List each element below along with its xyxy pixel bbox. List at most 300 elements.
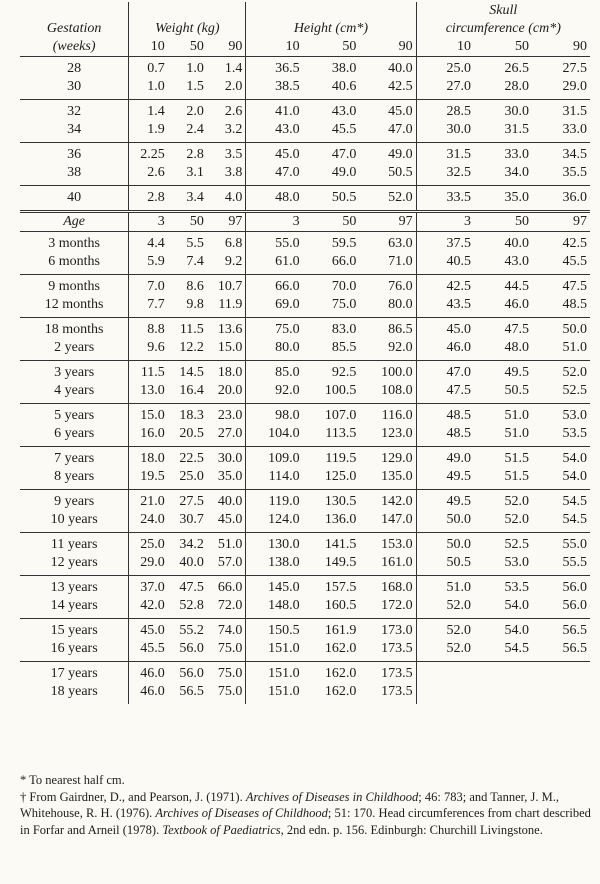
table-row bbox=[20, 640, 590, 662]
weight-cell: 56.0 bbox=[179, 641, 204, 656]
height-cell: 145.0 bbox=[246, 576, 303, 598]
skull-cell: 56.0 bbox=[532, 576, 590, 598]
skull-cell: 54.5 bbox=[532, 490, 590, 512]
height-cell: 153.0 bbox=[359, 533, 416, 555]
table-row bbox=[20, 683, 590, 704]
weight-cell: 15.0 bbox=[217, 340, 243, 355]
height-cell: 92.5 bbox=[303, 361, 360, 383]
skull-cell: 50.5 bbox=[504, 383, 529, 398]
skull-cell: 31.5 bbox=[416, 143, 474, 165]
weight-cell: 20.5 bbox=[179, 426, 204, 441]
table-row bbox=[20, 318, 590, 340]
row-group bbox=[20, 533, 590, 576]
row-group bbox=[20, 57, 590, 100]
journal-title: Archives of Diseases in Childhood bbox=[245, 789, 419, 804]
skull-cell: 49.5 bbox=[416, 490, 474, 512]
height-cell: 157.5 bbox=[303, 576, 360, 598]
row-group bbox=[20, 318, 590, 361]
skull-cell: 42.5 bbox=[532, 232, 590, 254]
skull-cell: 51.0 bbox=[504, 426, 529, 441]
table-row bbox=[20, 662, 590, 684]
skull-cell: 36.0 bbox=[532, 186, 590, 212]
weight-cell: 0.7 bbox=[129, 57, 168, 79]
row-label: 12 months bbox=[44, 297, 104, 312]
weight-cell: 9.2 bbox=[224, 254, 243, 269]
height-cell: 161.0 bbox=[381, 555, 413, 570]
row-label: 17 years bbox=[20, 662, 129, 684]
skull-cell: 54.0 bbox=[474, 619, 532, 641]
skull-cell: 30.0 bbox=[416, 121, 474, 143]
weight-cell: 11.9 bbox=[218, 297, 243, 312]
weight-cell: 5.9 bbox=[129, 253, 168, 275]
gestation-header bbox=[20, 2, 129, 57]
weight-cell: 18.0 bbox=[207, 361, 246, 383]
height-cell: 50.5 bbox=[303, 186, 360, 212]
weight-cell: 4.4 bbox=[129, 232, 168, 254]
height-cell: 161.9 bbox=[303, 619, 360, 641]
weight-cell: 2.6 bbox=[129, 164, 168, 186]
skull-cell: 31.5 bbox=[532, 100, 590, 122]
weight-cell: 45.5 bbox=[129, 640, 168, 662]
weight-cell: 35.0 bbox=[217, 469, 243, 484]
skull-cell: 28.0 bbox=[504, 79, 529, 94]
weight-cell: 1.0 bbox=[129, 78, 168, 100]
skull-cell: 51.5 bbox=[504, 469, 529, 484]
weight-cell: 1.0 bbox=[168, 57, 207, 79]
weight-cell: 15.0 bbox=[129, 404, 168, 426]
height-cell: 49.0 bbox=[359, 143, 416, 165]
height-cell: 83.0 bbox=[303, 318, 360, 340]
height-cell: 48.0 bbox=[246, 186, 303, 212]
skull-header bbox=[416, 2, 590, 38]
weight-cell: 75.0 bbox=[217, 641, 243, 656]
skull-cell: 54.5 bbox=[562, 512, 587, 527]
skull-cell: 46.0 bbox=[416, 339, 474, 361]
skull-cell: 50.5 bbox=[416, 554, 474, 576]
height-cell: 100.0 bbox=[359, 361, 416, 383]
table-row bbox=[20, 57, 590, 79]
weight-cell: 2.8 bbox=[129, 186, 168, 212]
height-cell: 45.5 bbox=[331, 122, 357, 137]
height-cell: 55.0 bbox=[246, 232, 303, 254]
weight-cell: 8.6 bbox=[168, 275, 207, 297]
percentile-header: 90 bbox=[228, 39, 243, 54]
height-cell: 141.5 bbox=[303, 533, 360, 555]
skull-cell: 30.0 bbox=[474, 100, 532, 122]
height-cell: 66.0 bbox=[331, 254, 357, 269]
skull-cell: 37.5 bbox=[416, 232, 474, 254]
skull-cell: 49.0 bbox=[416, 447, 474, 469]
height-cell: 150.5 bbox=[246, 619, 303, 641]
weight-cell: 27.5 bbox=[168, 490, 207, 512]
row-label: 40 bbox=[20, 186, 129, 212]
row-label: 6 months bbox=[48, 254, 100, 269]
height-cell: 42.5 bbox=[388, 79, 413, 94]
row-label: 16 years bbox=[50, 641, 98, 656]
percentile-header: 50 bbox=[342, 39, 357, 54]
table-row bbox=[20, 275, 590, 297]
row-label: 15 years bbox=[20, 619, 129, 641]
row-label: 4 years bbox=[54, 383, 95, 398]
height-cell: 61.0 bbox=[246, 253, 303, 275]
weight-cell: 3.1 bbox=[186, 165, 204, 180]
row-label: 18 years bbox=[50, 684, 98, 699]
skull-cell: 45.5 bbox=[562, 254, 587, 269]
height-cell: 49.0 bbox=[331, 165, 357, 180]
row-label: 38 bbox=[67, 165, 82, 180]
weight-cell: 3.4 bbox=[168, 186, 207, 212]
height-cell: 38.0 bbox=[303, 57, 360, 79]
row-group bbox=[20, 404, 590, 447]
weight-cell: 7.4 bbox=[186, 254, 204, 269]
weight-cell: 2.0 bbox=[168, 100, 207, 122]
row-group bbox=[20, 361, 590, 404]
height-cell: 47.0 bbox=[388, 122, 413, 137]
skull-cell: 27.0 bbox=[416, 78, 474, 100]
table-row bbox=[20, 296, 590, 318]
weight-cell: 56.0 bbox=[168, 662, 207, 684]
percentile-header: 97 bbox=[207, 212, 246, 232]
height-cell: 107.0 bbox=[303, 404, 360, 426]
skull-cell: 51.0 bbox=[562, 340, 587, 355]
weight-cell: 51.0 bbox=[207, 533, 246, 555]
weight-cell: 11.5 bbox=[129, 361, 168, 383]
skull-cell: 27.5 bbox=[532, 57, 590, 79]
row-label: 10 years bbox=[50, 512, 98, 527]
height-cell: 75.0 bbox=[246, 318, 303, 340]
weight-cell: 18.0 bbox=[129, 447, 168, 469]
height-cell: 119.5 bbox=[303, 447, 360, 469]
row-label: 18 months bbox=[20, 318, 129, 340]
height-cell: 59.5 bbox=[303, 232, 360, 254]
height-cell: 40.0 bbox=[359, 57, 416, 79]
height-cell: 52.0 bbox=[359, 186, 416, 212]
row-group bbox=[20, 232, 590, 275]
percentile-header: 90 bbox=[398, 39, 413, 54]
skull-cell: 45.0 bbox=[416, 318, 474, 340]
weight-cell: 3.2 bbox=[224, 122, 243, 137]
gestation-unit: (weeks) bbox=[52, 39, 96, 54]
table-row bbox=[20, 404, 590, 426]
source-text: ; 46: 783; and Tanner, J. M., Whitehouse, R. H. (1976). bbox=[20, 789, 560, 820]
height-cell: 138.0 bbox=[246, 554, 303, 576]
weight-cell: 1.4 bbox=[207, 57, 246, 79]
skull-cell: 49.5 bbox=[474, 361, 532, 383]
weight-cell: 45.0 bbox=[217, 512, 243, 527]
skull-cell bbox=[474, 662, 532, 684]
weight-cell: 9.6 bbox=[129, 339, 168, 361]
height-cell: 116.0 bbox=[359, 404, 416, 426]
weight-cell: 24.0 bbox=[129, 511, 168, 533]
weight-cell: 56.5 bbox=[179, 684, 204, 699]
skull-cell: 48.5 bbox=[416, 425, 474, 447]
skull-cell: 52.0 bbox=[532, 361, 590, 383]
table-row bbox=[20, 554, 590, 576]
weight-cell: 8.8 bbox=[129, 318, 168, 340]
skull-cell: 55.0 bbox=[532, 533, 590, 555]
height-cell: 123.0 bbox=[381, 426, 413, 441]
height-cell: 135.0 bbox=[381, 469, 413, 484]
weight-cell: 7.7 bbox=[129, 296, 168, 318]
weight-cell: 2.4 bbox=[186, 122, 204, 137]
weight-cell: 37.0 bbox=[129, 576, 168, 598]
table-row bbox=[20, 447, 590, 469]
height-cell: 43.0 bbox=[303, 100, 360, 122]
weight-header: Weight (kg) bbox=[129, 2, 246, 38]
gestation-label: Gestation bbox=[46, 21, 102, 36]
skull-cell: 50.0 bbox=[532, 318, 590, 340]
weight-cell: 46.0 bbox=[129, 662, 168, 684]
row-label: 30 bbox=[67, 79, 82, 94]
skull-cell: 33.5 bbox=[416, 186, 474, 212]
skull-cell: 35.0 bbox=[474, 186, 532, 212]
row-label: 13 years bbox=[20, 576, 129, 598]
skull-cell: 33.0 bbox=[562, 122, 587, 137]
table-row bbox=[20, 186, 590, 212]
row-label: 6 years bbox=[54, 426, 95, 441]
height-cell: 108.0 bbox=[381, 383, 413, 398]
skull-cell: 54.5 bbox=[504, 641, 529, 656]
row-group bbox=[20, 576, 590, 619]
height-cell: 85.0 bbox=[246, 361, 303, 383]
skull-cell: 47.5 bbox=[532, 275, 590, 297]
height-cell: 109.0 bbox=[246, 447, 303, 469]
weight-cell: 20.0 bbox=[217, 383, 243, 398]
skull-cell: 48.5 bbox=[562, 297, 587, 312]
skull-cell: 34.0 bbox=[504, 165, 529, 180]
height-cell: 148.0 bbox=[246, 597, 303, 619]
skull-cell: 31.5 bbox=[504, 122, 529, 137]
height-cell: 63.0 bbox=[359, 232, 416, 254]
row-group bbox=[20, 100, 590, 143]
height-cell: 151.0 bbox=[246, 640, 303, 662]
weight-cell: 1.9 bbox=[129, 121, 168, 143]
skull-cell: 35.5 bbox=[562, 165, 587, 180]
weight-cell: 11.5 bbox=[168, 318, 207, 340]
height-cell: 98.0 bbox=[246, 404, 303, 426]
weight-cell: 23.0 bbox=[207, 404, 246, 426]
row-label: 3 months bbox=[20, 232, 129, 254]
weight-cell: 55.2 bbox=[168, 619, 207, 641]
weight-cell: 6.8 bbox=[207, 232, 246, 254]
weight-cell: 13.0 bbox=[129, 382, 168, 404]
table-row bbox=[20, 78, 590, 100]
row-label: 28 bbox=[20, 57, 129, 79]
height-cell: 43.0 bbox=[246, 121, 303, 143]
row-label: 32 bbox=[20, 100, 129, 122]
skull-cell: 48.0 bbox=[504, 340, 529, 355]
skull-cell: 53.5 bbox=[562, 426, 587, 441]
height-cell: 71.0 bbox=[388, 254, 413, 269]
weight-cell: 2.25 bbox=[129, 143, 168, 165]
skull-cell: 52.0 bbox=[416, 597, 474, 619]
weight-cell: 3.8 bbox=[224, 165, 243, 180]
skull-cell: 43.0 bbox=[504, 254, 529, 269]
weight-cell: 19.5 bbox=[129, 468, 168, 490]
percentile-header: 3 bbox=[416, 212, 474, 232]
skull-title-line1: Skull bbox=[489, 3, 518, 18]
height-header: Height (cm*) bbox=[246, 2, 416, 38]
skull-cell: 51.5 bbox=[474, 447, 532, 469]
table-row bbox=[20, 490, 590, 512]
row-label: 36 bbox=[20, 143, 129, 165]
skull-cell: 43.5 bbox=[416, 296, 474, 318]
weight-cell: 29.0 bbox=[129, 554, 168, 576]
table-row bbox=[20, 121, 590, 143]
height-cell: 151.0 bbox=[246, 683, 303, 704]
table-row bbox=[20, 619, 590, 641]
row-group bbox=[20, 275, 590, 318]
height-cell: 162.0 bbox=[324, 641, 357, 656]
height-cell: 173.5 bbox=[381, 684, 413, 699]
weight-cell: 47.5 bbox=[168, 576, 207, 598]
skull-cell bbox=[416, 662, 474, 684]
skull-cell: 56.5 bbox=[532, 619, 590, 641]
age-label: Age bbox=[20, 212, 129, 232]
skull-cell: 52.0 bbox=[416, 640, 474, 662]
source-text: ; 51: 170. Head circumferences from chart described in Forfar and Arneil (1978). bbox=[20, 806, 591, 837]
height-cell: 136.0 bbox=[324, 512, 357, 527]
height-cell: 142.0 bbox=[359, 490, 416, 512]
skull-cell: 51.0 bbox=[416, 576, 474, 598]
skull-cell: 53.0 bbox=[532, 404, 590, 426]
percentile-header: 97 bbox=[532, 212, 590, 232]
weight-cell: 75.0 bbox=[207, 662, 246, 684]
skull-cell: 52.0 bbox=[474, 490, 532, 512]
row-label: 9 years bbox=[20, 490, 129, 512]
height-cell: 149.5 bbox=[324, 555, 357, 570]
growth-table bbox=[20, 2, 590, 704]
height-cell: 173.0 bbox=[359, 619, 416, 641]
percentile-header: 50 bbox=[514, 39, 529, 54]
height-cell: 130.0 bbox=[246, 533, 303, 555]
skull-cell: 49.5 bbox=[416, 468, 474, 490]
table-row bbox=[20, 382, 590, 404]
weight-cell: 27.0 bbox=[217, 426, 243, 441]
age-percentile-row bbox=[20, 212, 590, 232]
percentile-header: 97 bbox=[359, 212, 416, 232]
skull-cell: 48.5 bbox=[416, 404, 474, 426]
skull-cell: 47.0 bbox=[416, 361, 474, 383]
height-cell: 66.0 bbox=[246, 275, 303, 297]
weight-cell: 1.5 bbox=[186, 79, 204, 94]
height-cell: 114.0 bbox=[246, 468, 303, 490]
skull-cell bbox=[532, 683, 590, 704]
journal-title: Archives of Diseases of Childhood bbox=[155, 806, 328, 820]
skull-cell: 56.5 bbox=[562, 641, 587, 656]
weight-cell: 7.0 bbox=[129, 275, 168, 297]
row-group bbox=[20, 662, 590, 705]
height-cell: 104.0 bbox=[246, 425, 303, 447]
height-cell: 76.0 bbox=[359, 275, 416, 297]
row-label: 7 years bbox=[20, 447, 129, 469]
weight-cell: 42.0 bbox=[129, 597, 168, 619]
height-cell: 92.0 bbox=[388, 340, 413, 355]
weight-cell: 10.7 bbox=[207, 275, 246, 297]
table-row bbox=[20, 253, 590, 275]
weight-cell: 74.0 bbox=[207, 619, 246, 641]
weight-cell: 2.8 bbox=[168, 143, 207, 165]
weight-cell: 16.4 bbox=[179, 383, 204, 398]
skull-cell: 56.0 bbox=[562, 598, 587, 613]
percentile-header: 10 bbox=[129, 38, 168, 57]
weight-cell: 46.0 bbox=[129, 683, 168, 704]
footnote-rounding: * To nearest half cm. bbox=[20, 773, 125, 787]
height-cell: 151.0 bbox=[246, 662, 303, 684]
row-label: 2 years bbox=[54, 340, 95, 355]
row-label: 12 years bbox=[50, 555, 98, 570]
skull-cell: 32.5 bbox=[416, 164, 474, 186]
weight-cell: 57.0 bbox=[217, 555, 243, 570]
skull-cell: 52.5 bbox=[474, 533, 532, 555]
skull-cell: 29.0 bbox=[562, 79, 587, 94]
height-cell: 172.0 bbox=[381, 598, 413, 613]
weight-cell: 66.0 bbox=[207, 576, 246, 598]
height-cell: 168.0 bbox=[359, 576, 416, 598]
height-cell: 113.5 bbox=[325, 426, 357, 441]
weight-cell: 4.0 bbox=[207, 186, 246, 212]
height-cell: 41.0 bbox=[246, 100, 303, 122]
book-title: Textbook of Paediatrics bbox=[162, 822, 281, 837]
skull-cell bbox=[416, 683, 474, 704]
percentile-header: 10 bbox=[246, 38, 303, 57]
weight-cell: 2.6 bbox=[207, 100, 246, 122]
skull-cell: 26.5 bbox=[474, 57, 532, 79]
weight-cell: 3.5 bbox=[207, 143, 246, 165]
height-cell: 125.0 bbox=[324, 469, 357, 484]
height-cell: 162.0 bbox=[324, 684, 357, 699]
height-cell: 38.5 bbox=[246, 78, 303, 100]
weight-cell: 1.4 bbox=[129, 100, 168, 122]
weight-cell: 21.0 bbox=[129, 490, 168, 512]
percentile-header: 3 bbox=[129, 212, 168, 232]
row-group bbox=[20, 619, 590, 662]
footnotes bbox=[20, 772, 592, 838]
weight-cell: 22.5 bbox=[168, 447, 207, 469]
table-row bbox=[20, 576, 590, 598]
skull-cell: 54.0 bbox=[562, 469, 587, 484]
skull-cell: 47.5 bbox=[416, 382, 474, 404]
skull-cell: 52.5 bbox=[562, 383, 587, 398]
table-row bbox=[20, 597, 590, 619]
skull-cell: 40.5 bbox=[416, 253, 474, 275]
skull-cell bbox=[474, 683, 532, 704]
weight-cell: 13.6 bbox=[207, 318, 246, 340]
height-cell: 36.5 bbox=[246, 57, 303, 79]
weight-cell: 16.0 bbox=[129, 425, 168, 447]
weight-cell: 14.5 bbox=[168, 361, 207, 383]
height-cell: 124.0 bbox=[246, 511, 303, 533]
height-cell: 129.0 bbox=[359, 447, 416, 469]
table-row bbox=[20, 143, 590, 165]
table-row bbox=[20, 164, 590, 186]
height-cell: 119.0 bbox=[246, 490, 303, 512]
row-group bbox=[20, 186, 590, 212]
row-group bbox=[20, 490, 590, 533]
weight-cell: 34.2 bbox=[168, 533, 207, 555]
weight-cell: 40.0 bbox=[207, 490, 246, 512]
skull-cell: 46.0 bbox=[504, 297, 529, 312]
source-text: , 2nd edn. p. 156. Edinburgh: Churchill Livingstone. bbox=[280, 822, 543, 837]
skull-cell: 33.0 bbox=[474, 143, 532, 165]
table-row bbox=[20, 425, 590, 447]
row-label: 34 bbox=[67, 122, 82, 137]
weight-cell: 25.0 bbox=[179, 469, 204, 484]
skull-cell: 53.0 bbox=[504, 555, 529, 570]
weight-cell: 75.0 bbox=[217, 684, 243, 699]
row-label: 14 years bbox=[50, 598, 98, 613]
percentile-header: 10 bbox=[416, 38, 474, 57]
